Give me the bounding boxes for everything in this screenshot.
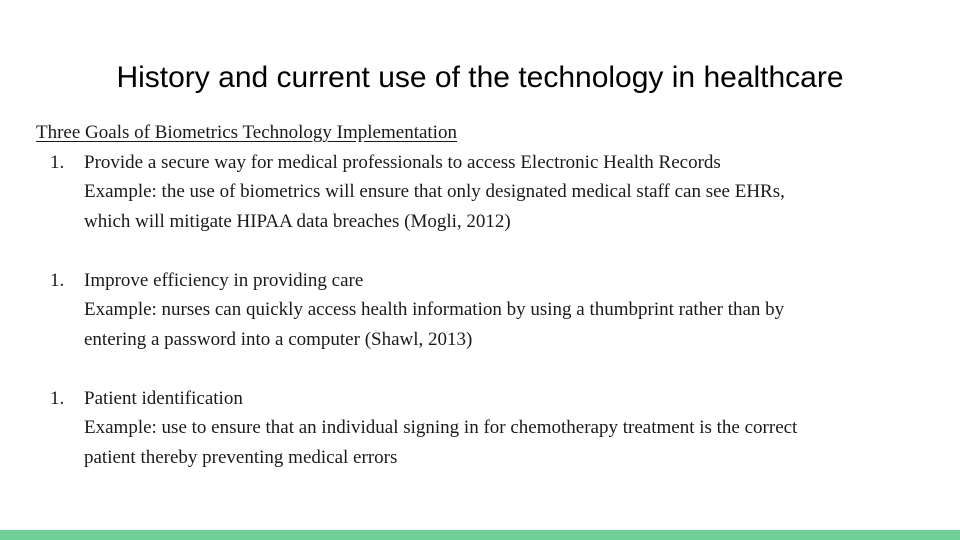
goals-subheading: Three Goals of Biometrics Technology Implementation [36,122,457,143]
goal-number: 1. [50,387,65,409]
goal-body [84,148,916,237]
goal-heading: Patient identification [84,387,243,409]
goal-example-line: Example: the use of biometrics will ensure that only designated medical staff can see EHRs, [84,181,785,202]
accent-bar [0,530,960,540]
goal-item [36,384,916,473]
goal-example-line: Example: nurses can quickly access health information by using a thumbprint rather than by [84,299,785,320]
goal-heading: Provide a secure way for medical professionals to access Electronic Health Records [84,151,721,173]
goal-number: 1. [50,269,65,291]
slide-title: History and current use of the technology in healthcare [116,61,844,94]
goal-example-line: patient thereby preventing medical errors [84,446,398,468]
slide-content [36,118,916,472]
goal-example-line: entering a password into a computer (Shawl, 2013) [84,328,473,350]
goal-item [36,148,916,237]
goal-item [36,266,916,355]
goal-example-line: Example: use to ensure that an individual signing in for chemotherapy treatment is the correct [84,417,798,438]
goal-example-line: which will mitigate HIPAA data breaches (Mogli, 2012) [84,210,511,232]
goal-heading: Improve efficiency in providing care [84,269,364,291]
goal-body [84,384,916,473]
goal-number: 1. [50,151,65,173]
goal-body [84,266,916,355]
